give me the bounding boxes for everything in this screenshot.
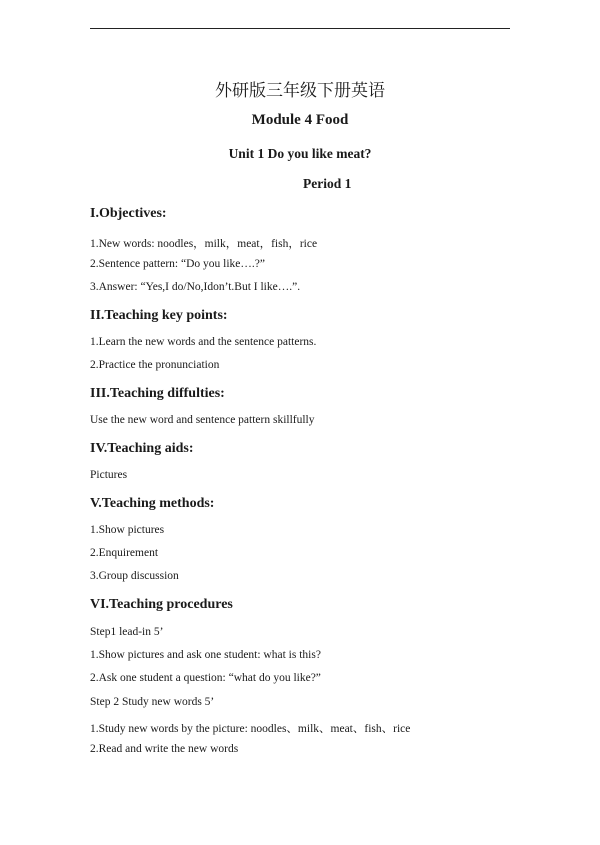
section-heading-methods: V.Teaching methods: bbox=[90, 496, 215, 511]
module-title: Module 4 Food bbox=[251, 112, 349, 128]
section-heading-procedures: VI.Teaching procedures bbox=[90, 597, 233, 612]
method-line: 2.Enquirement bbox=[90, 547, 159, 559]
section-heading-difficulties: III.Teaching diffulties: bbox=[90, 386, 225, 401]
key-point-line: 1.Learn the new words and the sentence patterns. bbox=[90, 336, 317, 348]
procedure-line: 1.Study new words by the picture: noodles、milk、meat、fish、rice bbox=[90, 723, 411, 735]
section-heading-objectives: I.Objectives: bbox=[90, 206, 167, 221]
key-point-line: 2.Practice the pronunciation bbox=[90, 359, 220, 371]
header-rule bbox=[90, 28, 510, 29]
procedure-step: Step1 lead-in 5’ bbox=[90, 626, 164, 638]
section-heading-aids: IV.Teaching aids: bbox=[90, 441, 194, 456]
procedure-step: Step 2 Study new words 5’ bbox=[90, 696, 215, 708]
procedure-line: 2.Ask one student a question: “what do you like?” bbox=[90, 672, 321, 684]
aids-line: Pictures bbox=[90, 469, 128, 481]
section-heading-key-points: II.Teaching key points: bbox=[90, 308, 228, 323]
unit-title: Unit 1 Do you like meat? bbox=[228, 146, 372, 161]
procedure-line: 2.Read and write the new words bbox=[90, 743, 239, 755]
procedure-line: 1.Show pictures and ask one student: what is this? bbox=[90, 649, 321, 661]
objective-line: 1.New words: noodles，milk，meat，fish，rice bbox=[90, 238, 318, 250]
difficulty-line: Use the new word and sentence pattern skillfully bbox=[90, 414, 315, 426]
objective-line: 3.Answer: “Yes,I do/No,Idon’t.But I like….”. bbox=[90, 281, 301, 293]
method-line: 3.Group discussion bbox=[90, 570, 179, 582]
objective-line: 2.Sentence pattern: “Do you like….?” bbox=[90, 258, 265, 270]
document-title: 外研版三年级下册英语 bbox=[215, 81, 385, 100]
method-line: 1.Show pictures bbox=[90, 524, 165, 536]
period-title: Period 1 bbox=[303, 176, 352, 191]
